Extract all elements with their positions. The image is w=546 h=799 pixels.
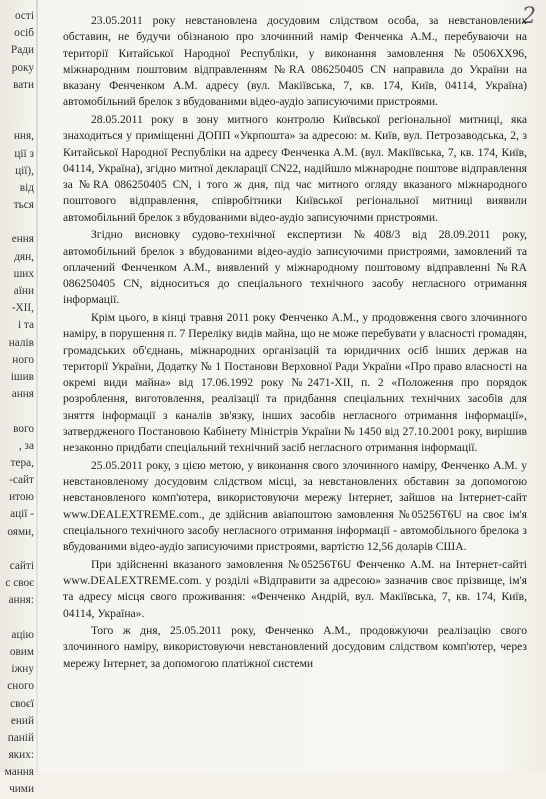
document-body [63, 13, 527, 673]
page-number: 2 [522, 4, 536, 29]
margin-fragment: ення [11, 233, 34, 246]
margin-fragment: ції), [15, 164, 34, 177]
margin-fragment: ації - [10, 508, 34, 521]
margin-fragment: ений [10, 714, 34, 727]
paragraph: 28.05.2011 року в зону митного контролю Київської регіональної митниці, яка знаходиться у приміщенні ДОПП «Укрпошта» за адресою: м. Київ, вул. Петрозаводська, 2, з Китайської Народної Республіки на адресу Фенченка А.М. (вул. Макіївська, 7, кв. 174, Київ, 04114, Україна), згідно митної декларації CN22, надійшло міжнародне поштове відправлення за №RA 086250405 CN, і того ж дня, під час митного огляду вказаного міжнародного поштового відправлення, співробітники Київської регіональної митниці виявили автомобільний брелок з вбудованими відео-аудіо записуючими пристроями. [63, 112, 527, 224]
margin-fragment: ішив [10, 370, 34, 383]
margin-fragment [0, 541, 34, 558]
margin-fragment [0, 94, 34, 111]
margin-fragment: ацію [11, 628, 34, 641]
margin-fragment [0, 610, 34, 627]
margin-fragment: ання: [8, 594, 34, 607]
margin-fragment: сного [7, 680, 34, 693]
margin-fragment: ших [13, 267, 34, 280]
margin-fragment: , за [18, 439, 34, 452]
margin-fragment: вого [13, 422, 34, 435]
margin-fragment: паній [7, 731, 34, 744]
margin-fragment: тера, [10, 456, 34, 469]
margin-fragment: оями, [7, 525, 34, 538]
margin-fragment: осіб [14, 27, 34, 40]
margin-fragment: -XII, [11, 302, 34, 315]
paragraph: Крім цього, в кінці травня 2011 року Фенченко А.М., у продовження свого злочинного наміру, в порушення п. 7 Переліку видів майна, що не може перебувати у власності громадян, громадських об'єднань, міжнародних організацій та юридичних осіб інших держав на території України, Додатку № 1 Постанови Верховної Ради України «Про право власності на окремі види майна» від 17.06.1992 року №2471-XII, п. 2 «Положення про порядок розроблення, виготовлення, реалізації та придбання спеціальних технічних засобів для зняття інформації з каналів зв'язку, інших засобів негласного отримання інформації», затвердженого Постановою Кабінету Міністрів України № 1450 від 27.10.2001 року, вирішив незаконно придбати спеціальний технічний засіб негласного отримання інформації. [63, 310, 527, 455]
margin-fragment: ції з [14, 147, 34, 160]
left-margin-fragments [0, 8, 34, 799]
margin-fragment: -сайт [9, 474, 34, 487]
margin-fragment [0, 214, 34, 231]
margin-fragment: і та [17, 319, 34, 332]
margin-fragment: мання [4, 766, 34, 779]
paragraph: При здійсненні вказаного замовлення №05256T6U Фенченко А.М. на Інтернет-сайті www.DEALEXTREME.com. у розділі «Відправити за адресою» зазначив своє прізвище, ім'я та адресу місця свого проживання: «Фенченко Андрій, вул. Макіївська, 7, кв. 174, Київ, 04114, Україна». [63, 557, 527, 620]
margin-fragment: ання [11, 388, 34, 401]
margin-fragment: від [19, 181, 34, 194]
margin-fragment: чими [9, 783, 34, 796]
margin-fragment: своєї [10, 697, 34, 710]
margin-fragment: ості [14, 10, 34, 22]
margin-fragment: итою [9, 491, 34, 504]
margin-fragment: ння, [13, 130, 34, 143]
page-fold [36, 0, 38, 772]
margin-fragment: вати [13, 78, 34, 91]
paragraph: 25.05.2011 року, з цією метою, у виконання свого злочинного наміру, Фенченко А.М. у невстановленому досудовим слідством місці, за невстановлених обставин за допомогою невстановленого комп'ютера, використовуючи мережу Інтернет, зайшов на Інтернет-сайт www.DEALEXTREME.com., де здійснив авіапоштою замовлення №05256T6U на своє ім'я спеціального технічного засобу негласного отримання інформації - автомобільного брелока з вбудованими відео-аудіо записуючими пристроями, вартістю 12,56 доларів США. [63, 458, 527, 554]
margin-fragment: року [11, 61, 34, 74]
margin-fragment: дян, [14, 250, 34, 263]
paragraph: 23.05.2011 року невстановлена досудовим слідством особа, за невстановлених обставин, не будучи обізнаною про злочинний намір Фенченка А.М., перебуваючи на території Китайської Народної Республіки, у виконання замовлення №0506XX96, міжнародним поштовим відправленням №RA 086250405 CN направила до України на вказану Фенченком А.М. адресу (вул. Макіївська, 7, кв. 174, Київ, 04114, Україна) автомобільний брелок з вбудованими відео-аудіо записуючими пристроями. [63, 14, 527, 109]
margin-fragment [0, 403, 34, 420]
paragraph: Згідно висновку судово-технічної експертизи №408/3 від 28.09.2011 року, автомобільний брелок з вбудованими відео-аудіо записуючими пристроями, замовлений та оплачений Фенченком А.М., виявлений у міжнародному поштовому відправленні №RA 086250405 CN, відноситься до спеціального технічного засобу негласного отримання інформації. [63, 228, 527, 307]
margin-fragment: Ради [10, 44, 34, 57]
margin-fragment: ного [12, 353, 34, 366]
margin-fragment [0, 111, 34, 128]
margin-fragment: яких: [8, 749, 34, 762]
margin-fragment: овим [9, 645, 34, 658]
margin-fragment: сайті [9, 560, 34, 572]
margin-fragment: налів [8, 336, 34, 349]
paragraph: Того ж дня, 25.05.2011 року, Фенченко А.М., продовжуючи реалізацію свого злочинного наміру, використовуючи невстановлений досудовим слідством комп'ютер, через мережу Інтернет, за допомогою платіжної системи [63, 624, 527, 670]
margin-fragment: іжну [11, 663, 34, 676]
margin-fragment: аїни [13, 285, 34, 297]
margin-fragment: с своє [5, 577, 34, 590]
margin-fragment: ться [13, 199, 34, 212]
